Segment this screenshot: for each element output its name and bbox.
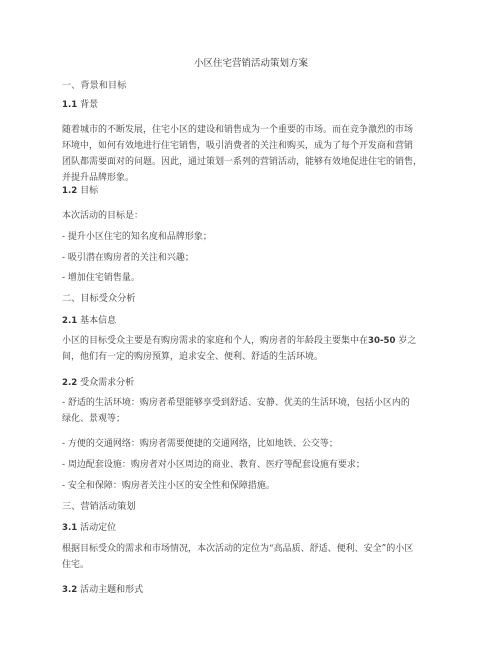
subsection-heading-2-1 [62, 313, 442, 329]
subsection-label: 受众需求分析 [80, 378, 135, 388]
paragraph-line: 团队都需要面对的问题。因此，通过策划一系列的营销活动，能够有效地促进住宅的销售， [62, 157, 423, 167]
need-item-1 [62, 395, 444, 427]
subsection-number: 1.2 [62, 186, 78, 196]
document-title: 小区住宅营销活动策划方案 [193, 58, 308, 69]
section-heading-2: 二、目标受众分析 [62, 293, 136, 304]
paragraph-line: - 舒适的生活环境：购房者希望能够享受到舒适、安静、优美的生活环境，包括小区内的 [62, 398, 410, 408]
subsection-heading-3-1 [62, 520, 442, 536]
subsection-label: 活动定位 [80, 523, 117, 533]
subsection-number: 2.2 [62, 378, 78, 388]
subsection-label: 背景 [80, 100, 99, 110]
goals-intro: 本次活动的目标是： [62, 211, 144, 221]
subsection-label: 活动主题和形式 [80, 585, 144, 595]
paragraph-line: 间，他们有一定的购房预算，追求安全、便利、舒适的生活环境。 [62, 352, 324, 362]
paragraph-line: 环境中，如何有效地进行住宅销售，吸引消费者的关注和购买，成为了每个开发商和营销 [62, 141, 414, 151]
goal-item: - 吸引潜在购房者的关注和兴趣； [62, 253, 194, 263]
paragraph-line: 随着城市的不断发展，住宅小区的建设和销售成为一个重要的市场。而在竞争激烈的市场 [62, 125, 414, 135]
age-range: 30-50 [368, 336, 396, 346]
subsection-label: 基本信息 [80, 316, 117, 326]
subsection-number: 3.1 [62, 523, 78, 533]
paragraph-line [62, 333, 444, 349]
subsection-heading-3-2 [62, 582, 442, 598]
subsection-heading-2-2 [62, 375, 442, 391]
need-item: - 周边配套设施：购房者对小区周边的商业、教育、医疗等配套设施有要求； [62, 460, 365, 470]
goal-item: - 提升小区住宅的知名度和品牌形象； [62, 232, 212, 242]
need-item: - 安全和保障：购房者关注小区的安全性和保障措施。 [62, 481, 275, 491]
text-run: 岁之 [395, 336, 417, 346]
paragraph-audience-info [62, 333, 444, 365]
subsection-heading-1-1 [62, 97, 442, 113]
paragraph-line: 住宅。 [62, 560, 90, 570]
paragraph-line: 根据目标受众的需求和市场情况，本次活动的定位为“高品质、舒适、便利、安全”的小区 [62, 544, 414, 554]
paragraph-line: 并提升品牌形象。 [62, 173, 135, 183]
text-run: 小区的目标受众主要是有购房需求的家庭和个人，购房者的年龄段主要集中在 [62, 336, 369, 346]
paragraph-positioning [62, 541, 444, 573]
section-heading-1: 一、背景和目标 [62, 80, 127, 91]
subsection-number: 1.1 [62, 100, 78, 110]
need-item: - 方便的交通网络：购房者需要便捷的交通网络，比如地铁、公交等； [62, 439, 338, 449]
paragraph-background [62, 122, 444, 186]
subsection-label: 目标 [80, 186, 99, 196]
subsection-number: 3.2 [62, 585, 78, 595]
section-heading-3: 三、营销活动策划 [62, 501, 136, 512]
paragraph-line: 绿化、景观等； [62, 414, 126, 424]
subsection-heading-1-2 [62, 183, 442, 199]
goal-item: - 增加住宅销售量。 [62, 273, 140, 283]
subsection-number: 2.1 [62, 316, 78, 326]
